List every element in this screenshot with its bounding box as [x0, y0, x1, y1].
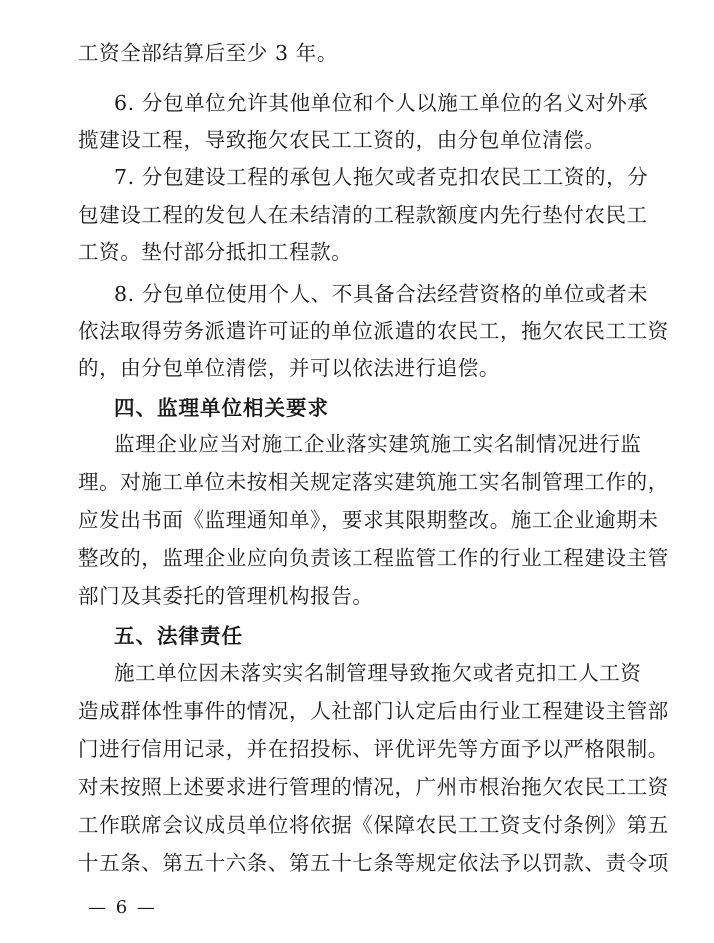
text-line-7: 8. 分包单位使用个人、不具备合法经营资格的单位或者未 [114, 282, 649, 306]
text-line-11: 监理企业应当对施工企业落实建筑施工实名制情况进行监 [114, 432, 642, 456]
text-line-12: 理。对施工单位未按相关规定落实建筑施工实名制管理工作的， [78, 470, 669, 494]
text-line-3: 揽建设工程，导致拖欠农民工工资的，由分包单位清偿。 [78, 128, 606, 152]
text-line-15: 部门及其委托的管理机构报告。 [78, 584, 374, 608]
text-line-19: 门进行信用记录，并在招投标、评优评先等方面予以严格限制。 [78, 737, 669, 761]
text-line-22: 十五条、第五十六条、第五十七条等规定依法予以罚款、责令项 [78, 851, 669, 875]
text-line-6: 工资。垫付部分抵扣工程款。 [78, 240, 353, 264]
text-line-5: 包建设工程的发包人在未结清的工程款额度内先行垫付农民工 [78, 203, 648, 227]
text-line-17: 施工单位因未落实实名制管理导致拖欠或者克扣工人工资 [114, 661, 642, 685]
text-line-4: 7. 分包建设工程的承包人拖欠或者克扣农民工工资的，分 [114, 165, 649, 189]
text-line-8: 依法取得劳务派遣许可证的单位派遣的农民工，拖欠农民工工资 [78, 319, 669, 343]
text-line-21: 工作联席会议成员单位将依据《保障农民工工资支付条例》第五 [78, 813, 669, 837]
section-heading-4: 四、监理单位相关要求 [114, 396, 329, 420]
page-number: — 6 — [88, 897, 157, 918]
text-line-2: 6. 分包单位允许其他单位和个人以施工单位的名义对外承 [114, 91, 649, 115]
text-line-20: 对未按照上述要求进行管理的情况，广州市根治拖欠农民工工资 [78, 775, 669, 799]
text-line-13: 应发出书面《监理通知单》，要求其限期整改。施工企业逾期未 [78, 508, 659, 532]
text-line-9: 的，由分包单位清偿，并可以依法进行追偿。 [78, 356, 500, 380]
section-heading-5: 五、法律责任 [114, 624, 243, 648]
text-line-14: 整改的，监理企业应向负责该工程监管工作的行业工程建设主管 [78, 546, 669, 570]
text-line-1: 工资全部结算后至少 3 年。 [78, 41, 338, 65]
text-line-18: 造成群体性事件的情况，人社部门认定后由行业工程建设主管部 [78, 699, 669, 723]
